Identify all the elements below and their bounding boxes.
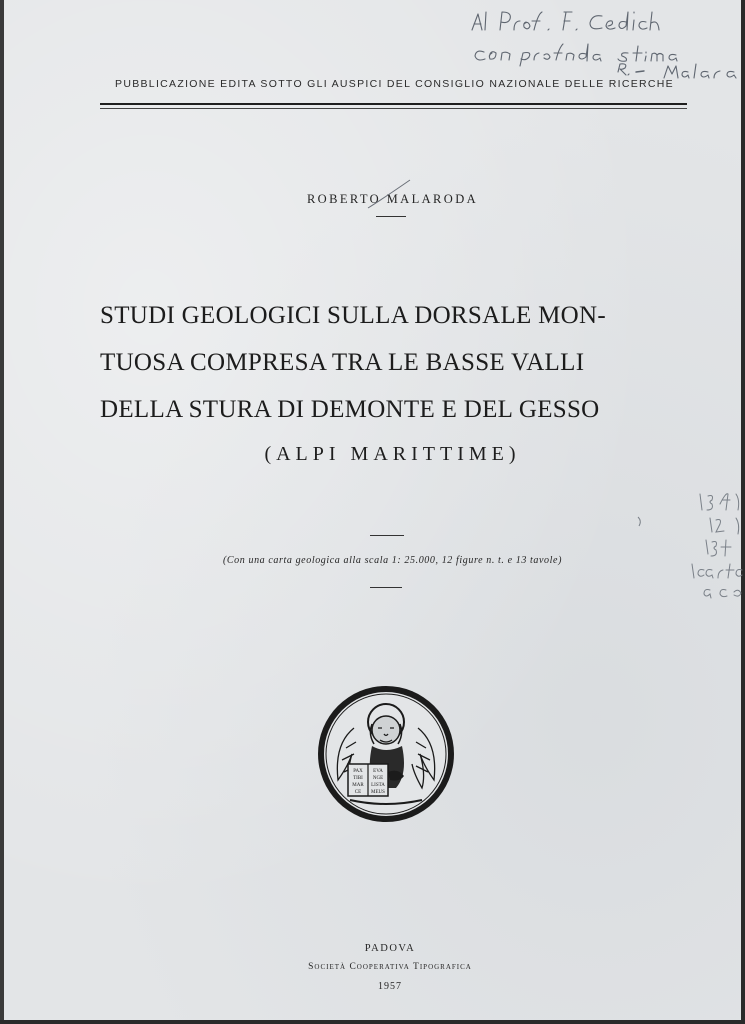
svg-text:CE: CE xyxy=(354,790,362,795)
header-rule-thick xyxy=(100,103,687,105)
svg-text:EVA: EVA xyxy=(373,769,383,774)
title-line-1: STUDI GEOLOGICI SULLA DORSALE MON- xyxy=(100,302,607,329)
svg-text:LISTA: LISTA xyxy=(371,783,385,788)
imprint-city: PADOVA xyxy=(364,943,416,954)
author-name: ROBERTO MALARODA xyxy=(306,192,479,206)
divider-top xyxy=(370,535,404,536)
svg-text:NGE: NGE xyxy=(372,776,384,781)
scan-edge-bottom xyxy=(0,1020,745,1024)
header-rule-thin xyxy=(100,108,687,109)
title-line-2: TUOSA COMPRESA TRA LE BASSE VALLI xyxy=(100,349,585,376)
pencil-tick-mark xyxy=(636,515,644,527)
subtitle: (ALPI MARITTIME) xyxy=(264,443,521,465)
svg-text:MAR: MAR xyxy=(352,783,364,788)
divider-bottom xyxy=(370,587,402,588)
title xyxy=(100,292,685,433)
svg-text:PAX: PAX xyxy=(353,769,363,774)
scan-edge-left xyxy=(0,0,4,1024)
svg-text:TIBI: TIBI xyxy=(353,776,363,781)
imprint-printer: Società Cooperativa Tipografica xyxy=(308,962,472,972)
author-divider xyxy=(376,216,406,217)
sponsor-line: PUBBLICAZIONE EDITA SOTTO GLI AUSPICI DEL CONSIGLIO NAZIONALE DELLE RICERCHE xyxy=(115,78,674,90)
pencil-slash-mark xyxy=(364,176,414,212)
svg-text:MEUS: MEUS xyxy=(371,790,385,795)
handwritten-dedication xyxy=(468,8,740,82)
lion-of-st-mark-emblem-icon xyxy=(316,684,456,824)
title-line-3: DELLA STURA DI DEMONTE E DEL GESSO xyxy=(100,396,600,423)
contents-note: (Con una carta geologica alla scala 1: 25.000, 12 figure n. t. e 13 tavole) xyxy=(222,555,563,566)
handwritten-margin-notes xyxy=(688,484,745,604)
imprint-year: 1957 xyxy=(378,981,402,992)
